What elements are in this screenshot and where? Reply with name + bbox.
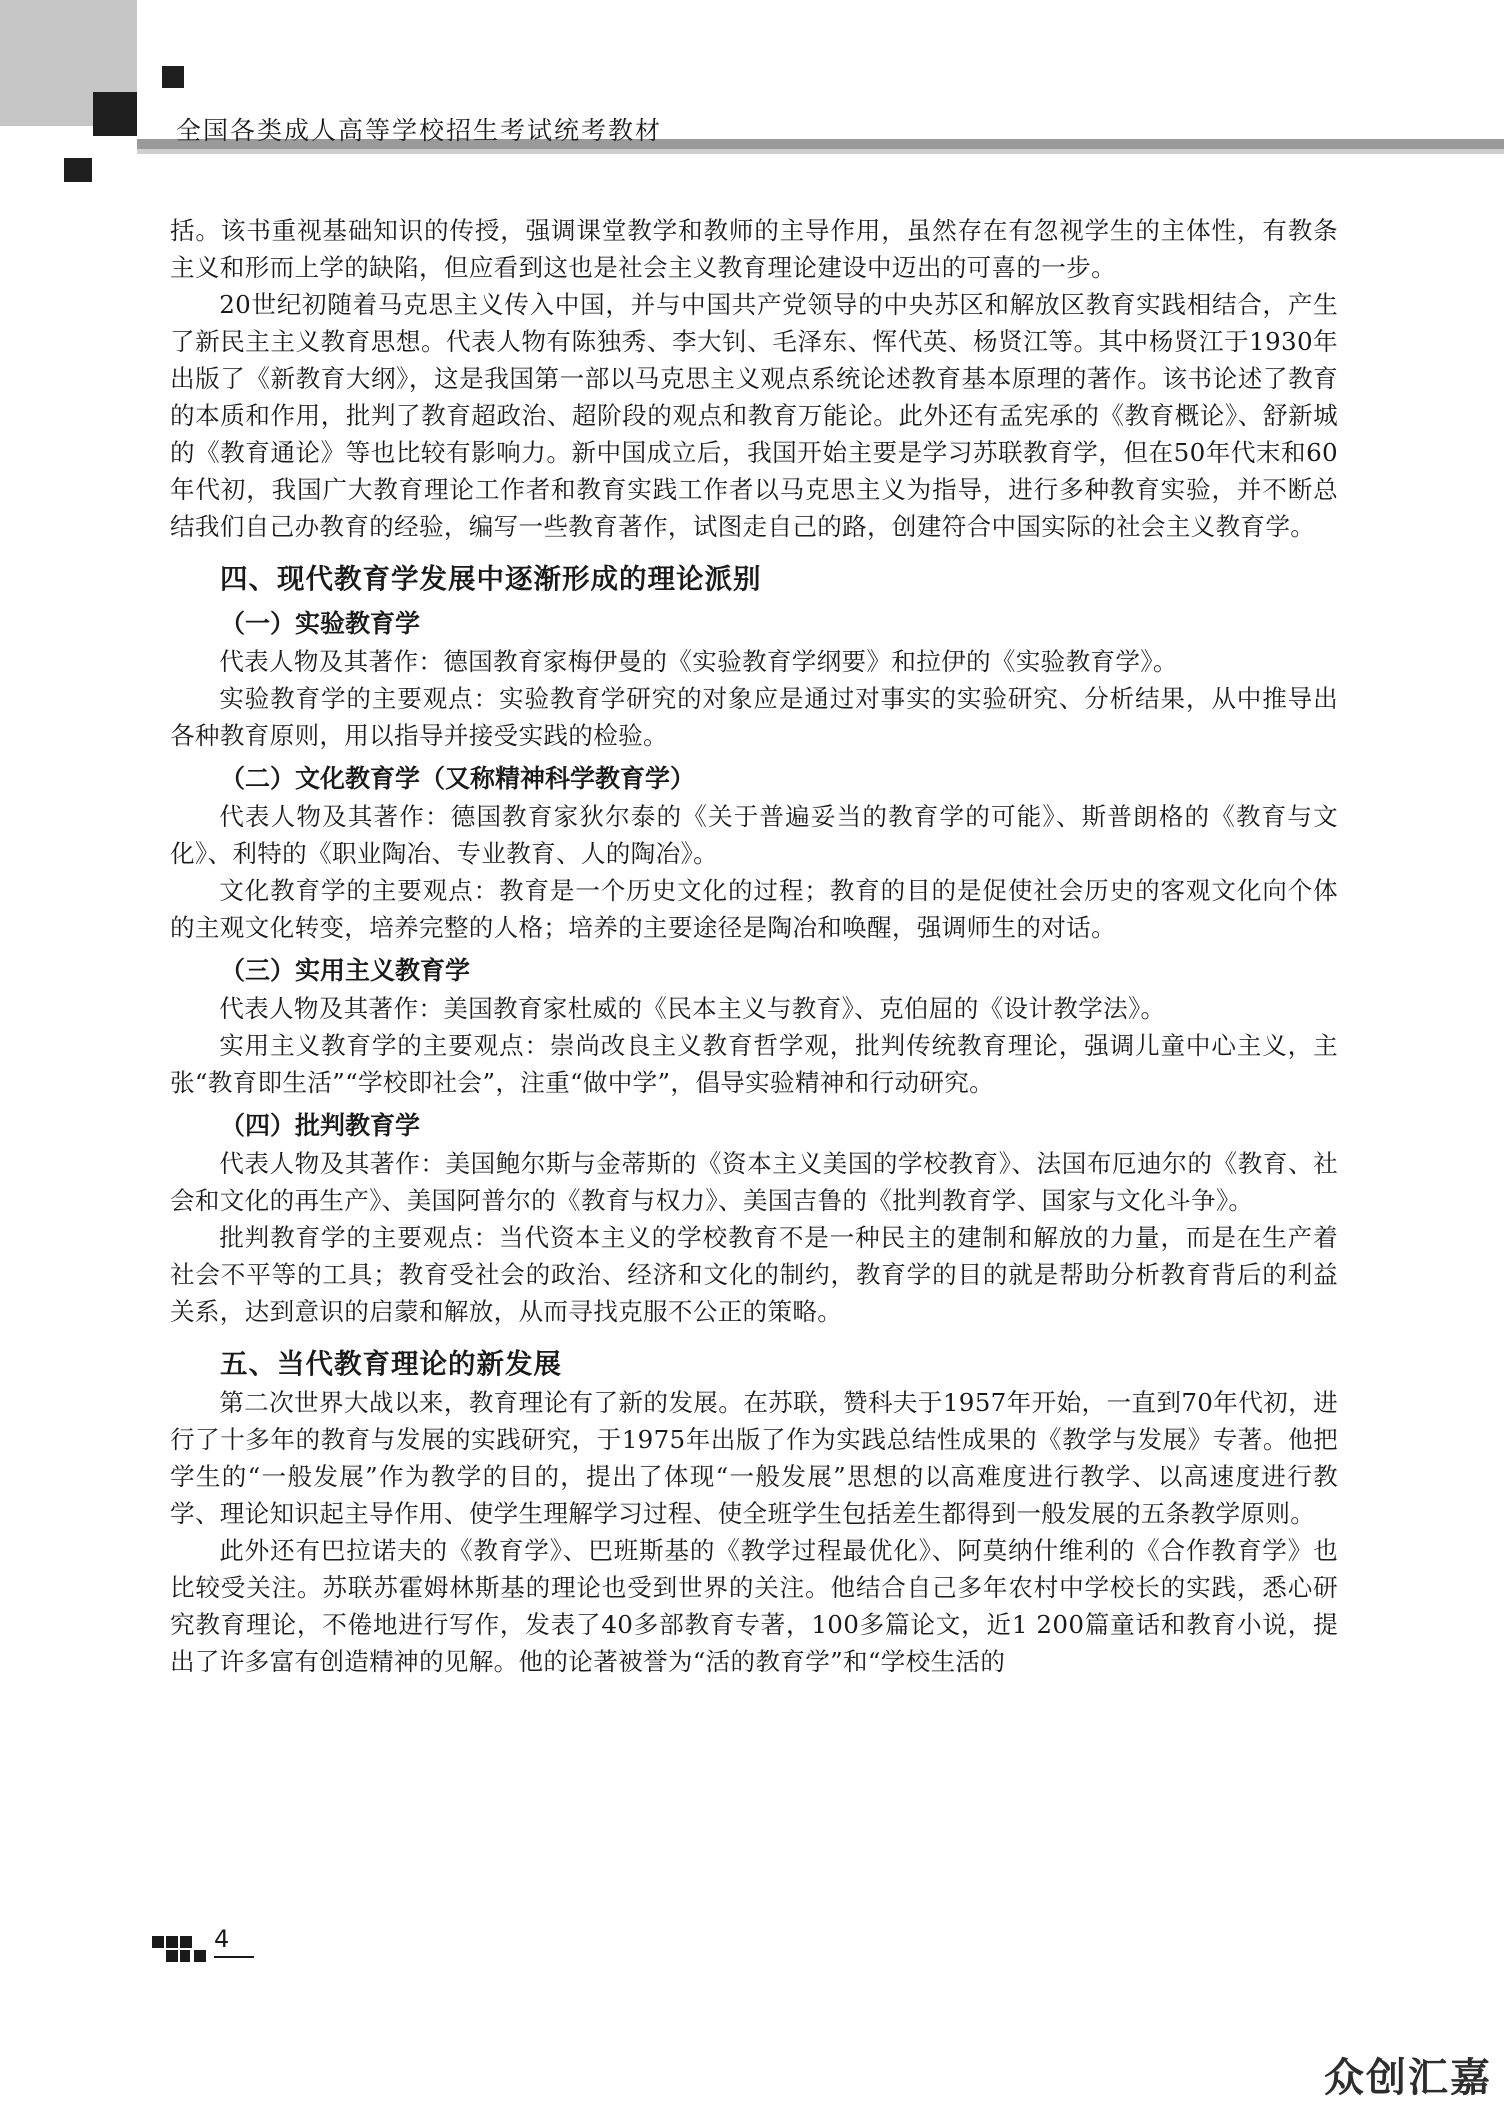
page-content	[170, 212, 1338, 1680]
paragraph: 括。该书重视基础知识的传授，强调课堂教学和教师的主导作用，虽然存在有忽视学生的主体性，有教条主义和形而上学的缺陷，但应看到这也是社会主义教育理论建设中迈出的可喜的一步。	[170, 216, 1338, 282]
paragraph: 实用主义教育学的主要观点：崇尚改良主义教育哲学观，批判传统教育理论，强调儿童中心主义，主张“教育即生活”“学校即社会”，注重“做中学”，倡导实验精神和行动研究。	[170, 1031, 1338, 1097]
footer-square	[166, 1936, 178, 1948]
section-heading: 四、现代教育学发展中逐渐形成的理论派别	[220, 563, 762, 595]
paragraph: 代表人物及其著作：德国教育家狄尔泰的《关于普遍妥当的教育学的可能》、斯普朗格的《教育与文化》、利特的《职业陶冶、专业教育、人的陶冶》。	[170, 802, 1338, 868]
paragraph: 第二次世界大战以来，教育理论有了新的发展。在苏联，赞科夫于1957年开始，一直到70年代初，进行了十多年的教育与发展的实践研究，于1975年出版了作为实践总结性成果的《教学与发展》专著。他把学生的“一般发展”作为教学的目的，提出了体现“一般发展”思想的以高难度进行教学、以高速度进行教学、理论知识起主导作用、使学生理解学习过程、使全班学生包括差生都得到一般发展的五条教学原则。	[170, 1388, 1338, 1528]
paragraph: 20世纪初随着马克思主义传入中国，并与中国共产党领导的中央苏区和解放区教育实践相结合，产生了新民主主义教育思想。代表人物有陈独秀、李大钊、毛泽东、恽代英、杨贤江等。其中杨贤江于1930年出版了《新教育大纲》，这是我国第一部以马克思主义观点系统论述教育基本原理的著作。该书论述了教育的本质和作用，批判了教育超政治、超阶段的观点和教育万能论。此外还有孟宪承的《教育概论》、舒新城的《教育通论》等也比较有影响力。新中国成立后，我国开始主要是学习苏联教育学，但在50年代末和60年代初，我国广大教育理论工作者和教育实践工作者以马克思主义为指导，进行多种教育实验，并不断总结我们自己办教育的经验，编写一些教育著作，试图走自己的路，创建符合中国实际的社会主义教育学。	[170, 290, 1338, 541]
paragraph: 此外还有巴拉诺夫的《教育学》、巴班斯基的《教学过程最优化》、阿莫纳什维利的《合作教育学》也比较受关注。苏联苏霍姆林斯基的理论也受到世界的关注。他结合自己多年农村中学校长的实践，悉心研究教育理论，不倦地进行写作，发表了40多部教育专著，100多篇论文，近1 200篇童话和教育小说，提出了许多富有创造精神的见解。他的论著被誉为“活的教育学”和“学校生活的	[170, 1536, 1338, 1676]
sub-heading: （二）文化教育学（又称精神科学教育学）	[220, 764, 696, 793]
header-black-square	[64, 158, 92, 182]
paragraph: 代表人物及其著作：美国教育家杜威的《民本主义与教育》、克伯屈的《设计教学法》。	[219, 994, 1166, 1023]
paragraph: 批判教育学的主要观点：当代资本主义的学校教育不是一种民主的建制和解放的力量，而是在生产着社会不平等的工具；教育受社会的政治、经济和文化的制约，教育学的目的就是帮助分析教育背后的利益关系，达到意识的启蒙和解放，从而寻找克服不公正的策略。	[170, 1223, 1338, 1326]
paragraph: 文化教育学的主要观点：教育是一个历史文化的过程；教育的目的是促使社会历史的客观文化向个体的主观文化转变，培养完整的人格；培养的主要途径是陶冶和唤醒，强调师生的对话。	[170, 876, 1338, 942]
header-black-square	[162, 66, 184, 88]
footer-square	[152, 1936, 164, 1948]
watermark: 众创汇嘉	[1324, 2055, 1492, 2101]
paragraph: 实验教育学的主要观点：实验教育学研究的对象应是通过对事实的实验研究、分析结果，从中推导出各种教育原则，用以指导并接受实践的检验。	[170, 684, 1338, 750]
section-heading: 五、当代教育理论的新发展	[220, 1348, 562, 1380]
sub-heading: （三）实用主义教育学	[220, 956, 471, 985]
footer-squares-icon	[152, 1928, 212, 1966]
paragraph: 代表人物及其著作：美国鲍尔斯与金蒂斯的《资本主义美国的学校教育》、法国布厄迪尔的《教育、社会和文化的再生产》、美国阿普尔的《教育与权力》、美国吉鲁的《批判教育学、国家与文化斗争》。	[170, 1149, 1338, 1215]
footer-square	[180, 1936, 192, 1948]
footer-square	[194, 1950, 206, 1962]
paragraph: 代表人物及其著作：德国教育家梅伊曼的《实验教育学纲要》和拉伊的《实验教育学》。	[219, 647, 1178, 676]
footer-rule	[214, 1956, 254, 1958]
header-rule-light	[137, 149, 1504, 154]
page-number: 4	[214, 1925, 230, 1953]
footer-square	[166, 1950, 178, 1962]
header-black-square	[93, 92, 137, 136]
sub-heading: （一）实验教育学	[220, 609, 421, 638]
footer-square	[180, 1950, 190, 1962]
sub-heading: （四）批判教育学	[220, 1111, 421, 1140]
header-title: 全国各类成人高等学校招生考试统考教材	[176, 116, 663, 145]
